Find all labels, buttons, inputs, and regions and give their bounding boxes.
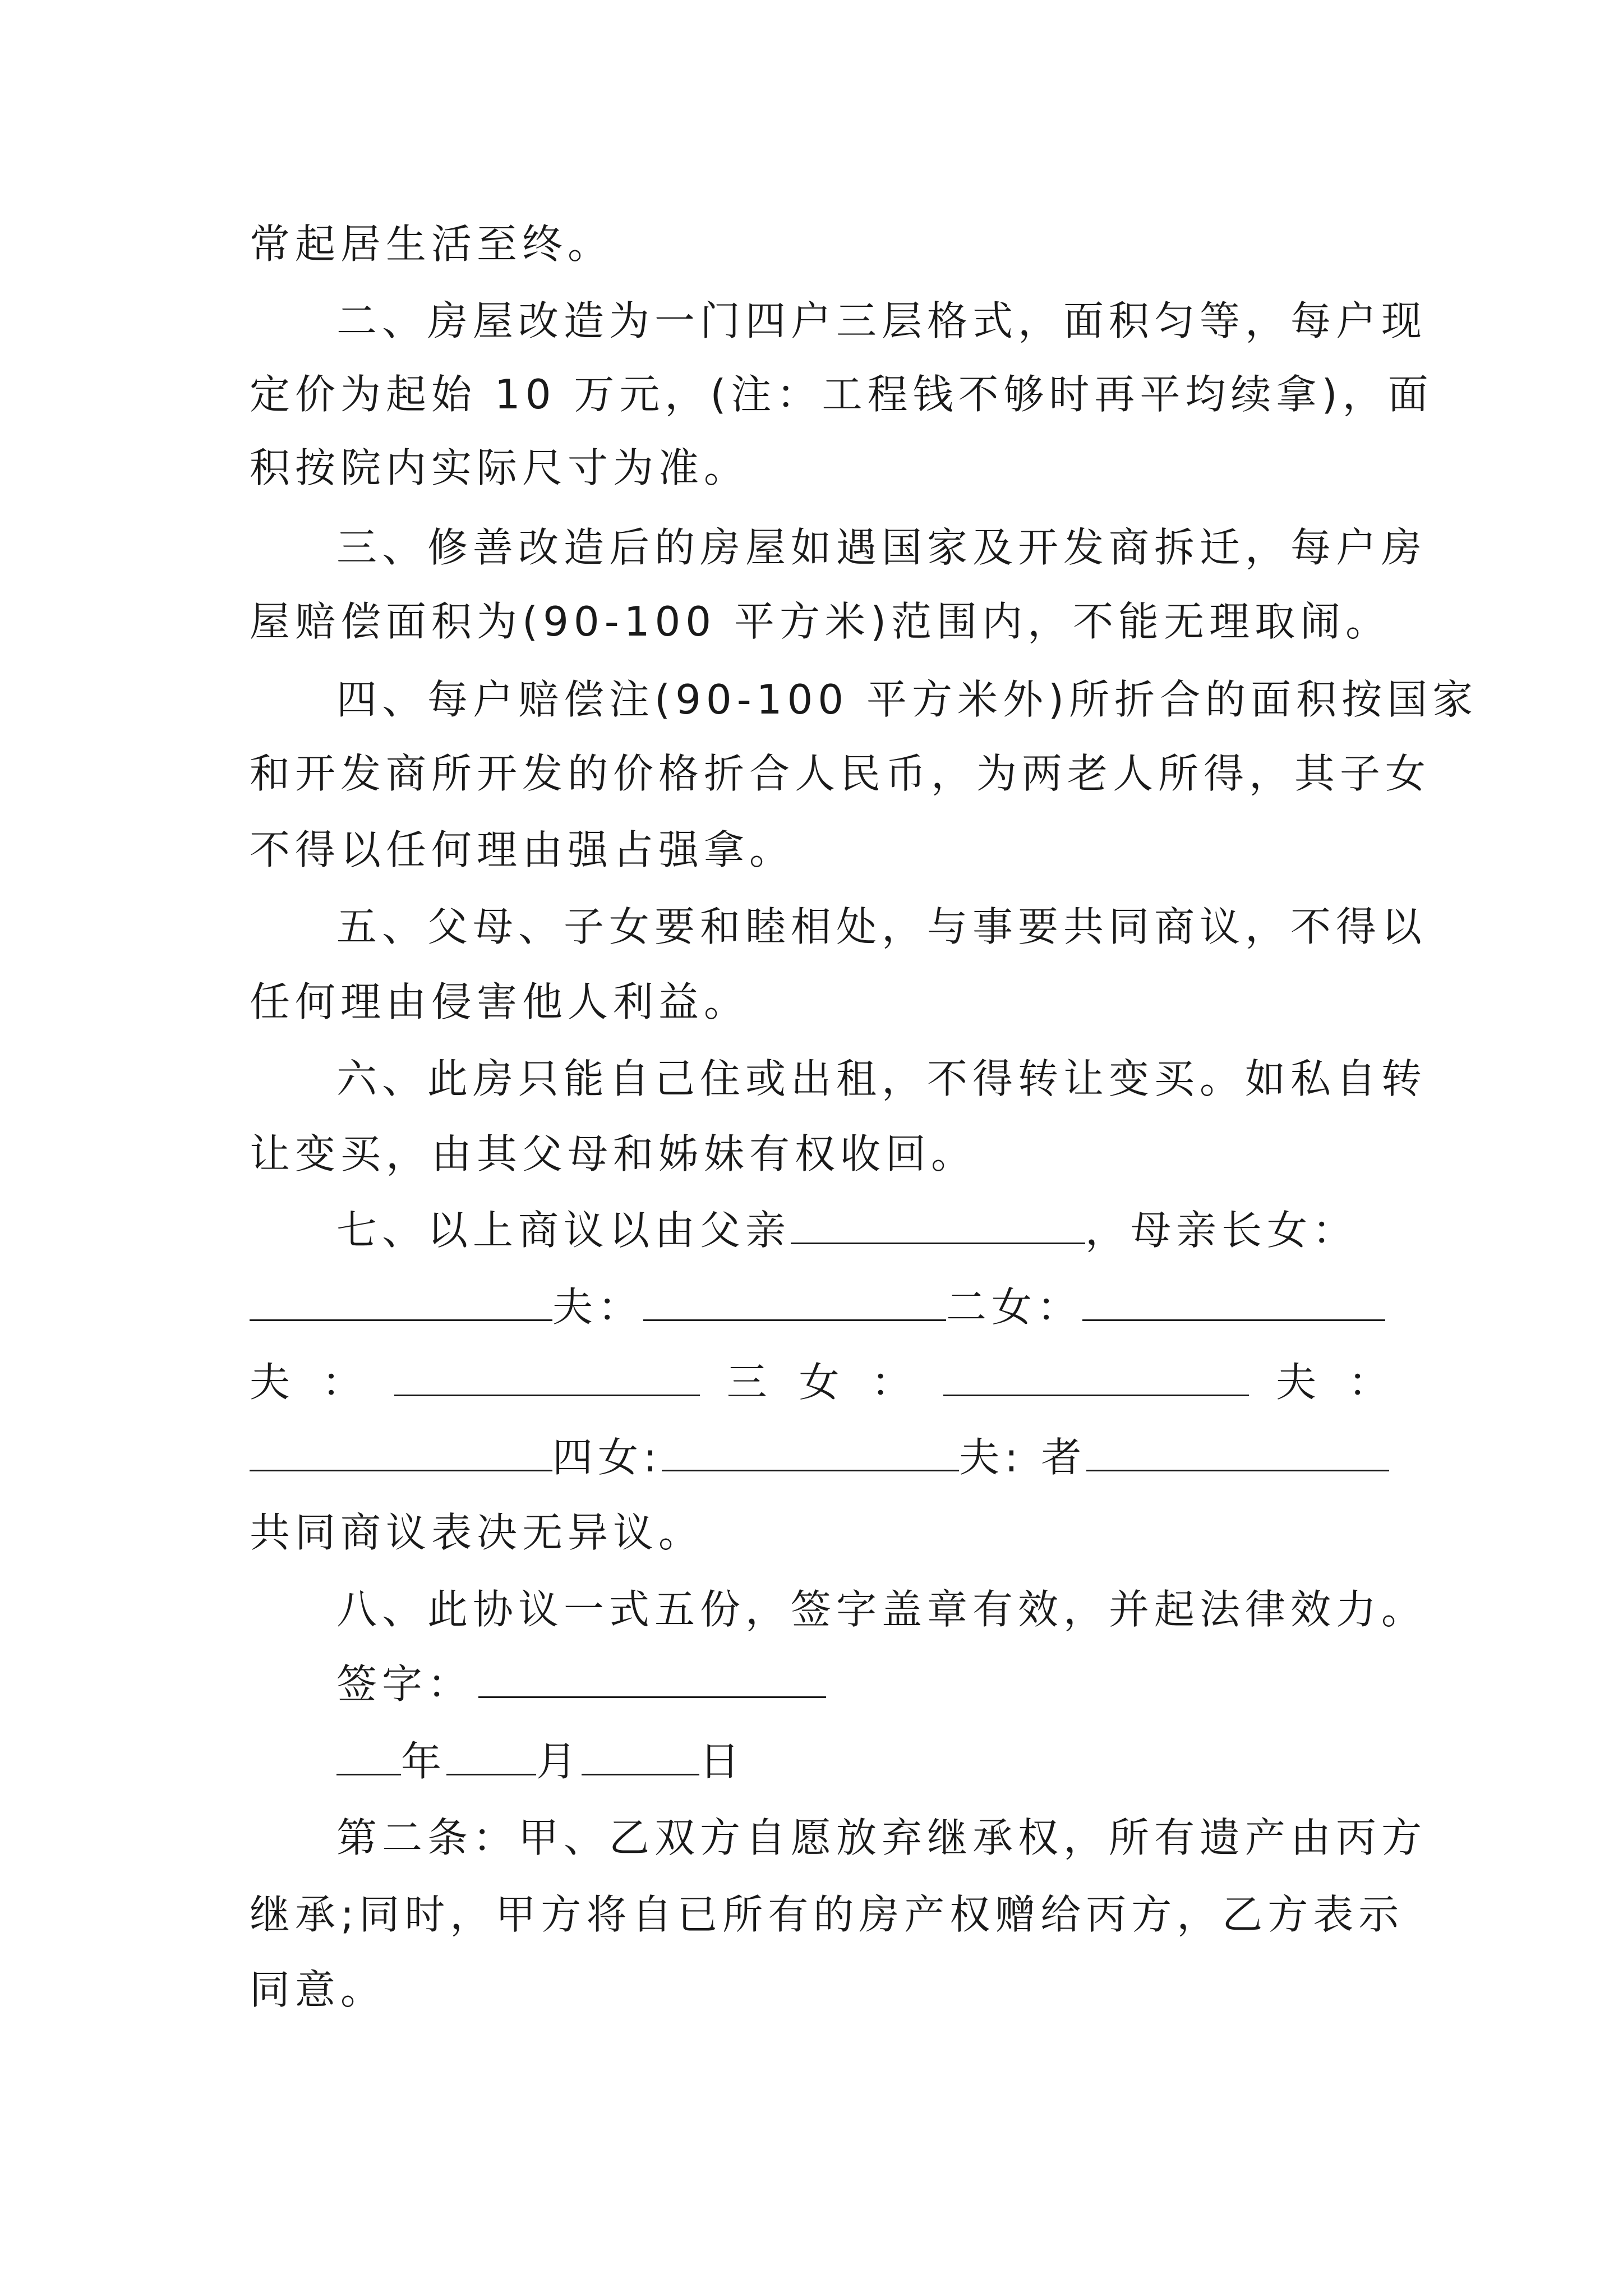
fourth-daughter-blank[interactable]	[662, 1433, 959, 1471]
third-daughter-blank[interactable]	[943, 1358, 1249, 1396]
husband-label: 夫	[1276, 1359, 1322, 1406]
second-husband-blank[interactable]	[394, 1358, 700, 1396]
father-name-blank[interactable]	[791, 1205, 1085, 1244]
paragraph-line: 三、修善改造后的房屋如遇国家及开发商拆迁，每户房	[336, 524, 1427, 571]
paragraph-line: 定价为起始 10 万元，(注：工程钱不够时再平均续拿)，面	[250, 371, 1433, 418]
signature-label: 签字：	[336, 1660, 473, 1708]
fourth-daughter-label: 四女:	[552, 1434, 662, 1481]
fourth-husband-blank[interactable]	[1086, 1433, 1389, 1471]
signature-blank[interactable]	[478, 1659, 826, 1698]
paragraph-line: 共同商议表决无异议。	[250, 1509, 704, 1556]
paragraph-line: 常起居生活至终。	[250, 220, 614, 268]
husband-name-blank[interactable]	[643, 1282, 946, 1321]
colon: ：	[871, 1359, 917, 1406]
paragraph-line: 同意。	[250, 1966, 386, 2013]
husband-person-label: 夫: 者	[959, 1434, 1087, 1481]
colon: ：	[321, 1359, 367, 1406]
second-daughter-label: 二女：	[946, 1283, 1083, 1331]
husband-label: 夫：	[552, 1283, 644, 1331]
paragraph-line: 积按院内实际尺寸为准。	[250, 444, 750, 491]
month-label: 月	[536, 1738, 582, 1785]
mother-eldest-label: ，母亲长女：	[1085, 1207, 1358, 1254]
section-7-row-4	[250, 1429, 1394, 1485]
third-daughter-label-part: 女	[799, 1359, 845, 1406]
paragraph-line: 和开发商所开发的价格折合人民币，为两老人所得，其子女	[250, 750, 1431, 797]
paragraph-line: 继承;同时，甲方将自已所有的房产权赠给丙方，乙方表示	[250, 1891, 1404, 1938]
paragraph-line: 不得以任何理由强占强拿。	[250, 826, 795, 873]
year-label: 年	[401, 1738, 447, 1785]
section-7-row-3	[250, 1354, 1394, 1410]
paragraph-line: 六、此房只能自己住或出租，不得转让变买。如私自转	[336, 1055, 1427, 1102]
third-daughter-label-part: 三	[726, 1359, 772, 1406]
colon: ：	[1348, 1359, 1394, 1406]
second-daughter-blank[interactable]	[1082, 1282, 1385, 1321]
third-husband-blank[interactable]	[250, 1433, 552, 1471]
paragraph-line: 四、每户赔偿注(90-100 平方米外)所折合的面积按国家	[336, 676, 1478, 723]
section-7-lead: 七、以上商议以由父亲	[336, 1207, 791, 1254]
paragraph-line: 任何理由侵害他人利益。	[250, 978, 750, 1025]
husband-label: 夫	[250, 1359, 296, 1406]
paragraph-line: 让变买，由其父母和姊妹有权收回。	[250, 1130, 977, 1177]
month-blank[interactable]	[446, 1737, 536, 1775]
paragraph-line: 屋赔偿面积为(90-100 平方米)范围内，不能无理取闹。	[250, 598, 1391, 645]
paragraph-line: 二、房屋改造为一门四户三层格式，面积匀等，每户现	[336, 297, 1427, 344]
paragraph-line: 第二条：甲、乙双方自愿放弃继承权，所有遗产由丙方	[336, 1814, 1427, 1861]
year-blank[interactable]	[336, 1737, 401, 1775]
section-7-row-1	[336, 1202, 1394, 1258]
signature-row	[336, 1656, 1394, 1712]
day-blank[interactable]	[582, 1737, 699, 1775]
eldest-daughter-blank[interactable]	[250, 1282, 552, 1321]
paragraph-line: 五、父母、子女要和睦相处，与事要共同商议，不得以	[336, 903, 1427, 950]
date-row	[336, 1733, 1394, 1789]
section-7-row-2	[250, 1279, 1394, 1335]
paragraph-line: 八、此协议一式五份，签字盖章有效，并起法律效力。	[336, 1586, 1427, 1633]
day-label: 日	[699, 1738, 745, 1785]
